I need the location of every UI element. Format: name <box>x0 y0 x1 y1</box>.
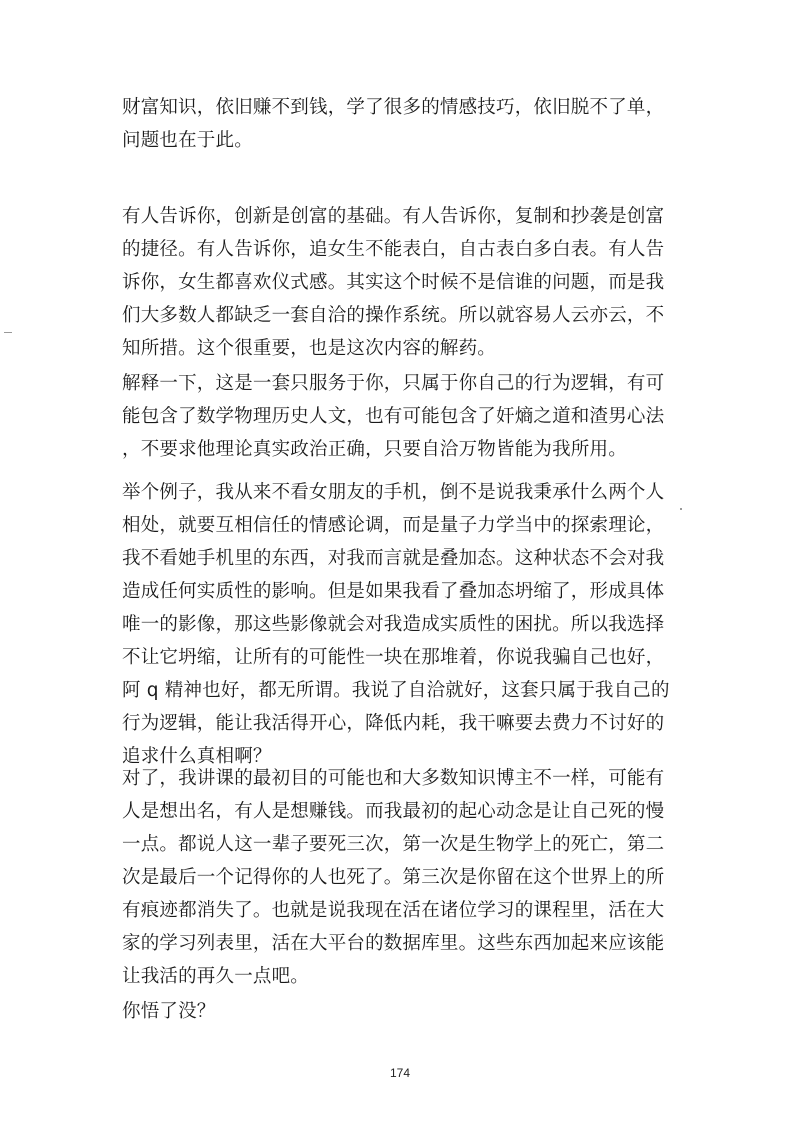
text-line: 的捷径。有人告诉你，追女生不能表白，自古表白多白表。有人告 <box>122 239 665 260</box>
text-line: 举个例子，我从来不看女朋友的手机，倒不是说我秉承什么两个人 <box>122 482 665 503</box>
text-line: 能包含了数学物理历史人文，也有可能包含了奸熵之道和渣男心法 <box>122 406 665 427</box>
text-line: 问题也在于此。 <box>122 130 253 151</box>
text-line: 让我活的再久一点吧。 <box>122 966 310 987</box>
text-line: 次是最后一个记得你的人也死了。第三次是你留在这个世界上的所 <box>122 867 665 888</box>
text-line: 一点。都说人这一辈子要死三次，第一次是生物学上的死亡，第二 <box>122 834 665 855</box>
text-line: 相处，就要互相信任的情感论调，而是量子力学当中的探索理论， <box>122 515 665 536</box>
text-line: 对了，我讲课的最初目的可能也和大多数知识博主不一样，可能有 <box>122 768 665 789</box>
scan-speck <box>4 332 12 333</box>
text-line: 有痕迹都消失了。也就是说我现在活在诸位学习的课程里，活在大 <box>122 900 665 921</box>
paragraph-4 <box>122 476 670 773</box>
text-line: 家的学习列表里，活在大平台的数据库里。这些东西加起来应该能 <box>122 933 665 954</box>
text-line: 造成任何实质性的影响。但是如果我看了叠加态坍缩了，形成具体 <box>122 581 665 602</box>
text-line: 解释一下，这是一套只服务于你，只属于你自己的行为逻辑，有可 <box>122 373 665 394</box>
text-line: 诉你，女生都喜欢仪式感。其实这个时候不是信谁的问题，而是我 <box>122 272 665 293</box>
text-line: 我不看她手机里的东西，对我而言就是叠加态。这种状态不会对我 <box>122 548 665 569</box>
text-line: 唯一的影像，那这些影像就会对我造成实质性的困扰。所以我选择 <box>122 614 665 635</box>
text-line: 不让它坍缩，让所有的可能性一块在那堆着，你说我骗自己也好， <box>122 647 665 668</box>
page-number: 174 <box>389 1066 411 1080</box>
paragraph-5 <box>122 762 670 993</box>
text-line: 你悟了没？ <box>122 1001 216 1022</box>
text-line: 行为逻辑，能让我活得开心，降低内耗，我干嘛要去费力不讨好的 <box>122 713 665 734</box>
text-line: 有人告诉你，创新是创富的基础。有人告诉你，复制和抄袭是创富 <box>122 206 665 227</box>
text-line: 人是想出名，有人是想赚钱。而我最初的起心动念是让自己死的慢 <box>122 801 665 822</box>
paragraph-2 <box>122 200 670 365</box>
text-line: 们大多数人都缺乏一套自洽的操作系统。所以就容易人云亦云，不 <box>122 305 665 326</box>
text-line: 追求什么真相啊？ <box>122 746 272 767</box>
text-line: 财富知识，依旧赚不到钱，学了很多的情感技巧，依旧脱不了单， <box>122 97 665 118</box>
paragraph-3 <box>122 367 670 466</box>
paragraph-6 <box>122 995 670 1028</box>
text-line: 阿 q 精神也好，都无所谓。我说了自洽就好，这套只属于我自己的 <box>122 680 670 701</box>
text-line: ，不要求他理论真实政治正确，只要自洽万物皆能为我所用。 <box>122 439 627 460</box>
text-line: 知所措。这个很重要，也是这次内容的解药。 <box>122 338 497 359</box>
paragraph-1 <box>122 91 670 157</box>
scan-speck <box>680 508 682 510</box>
